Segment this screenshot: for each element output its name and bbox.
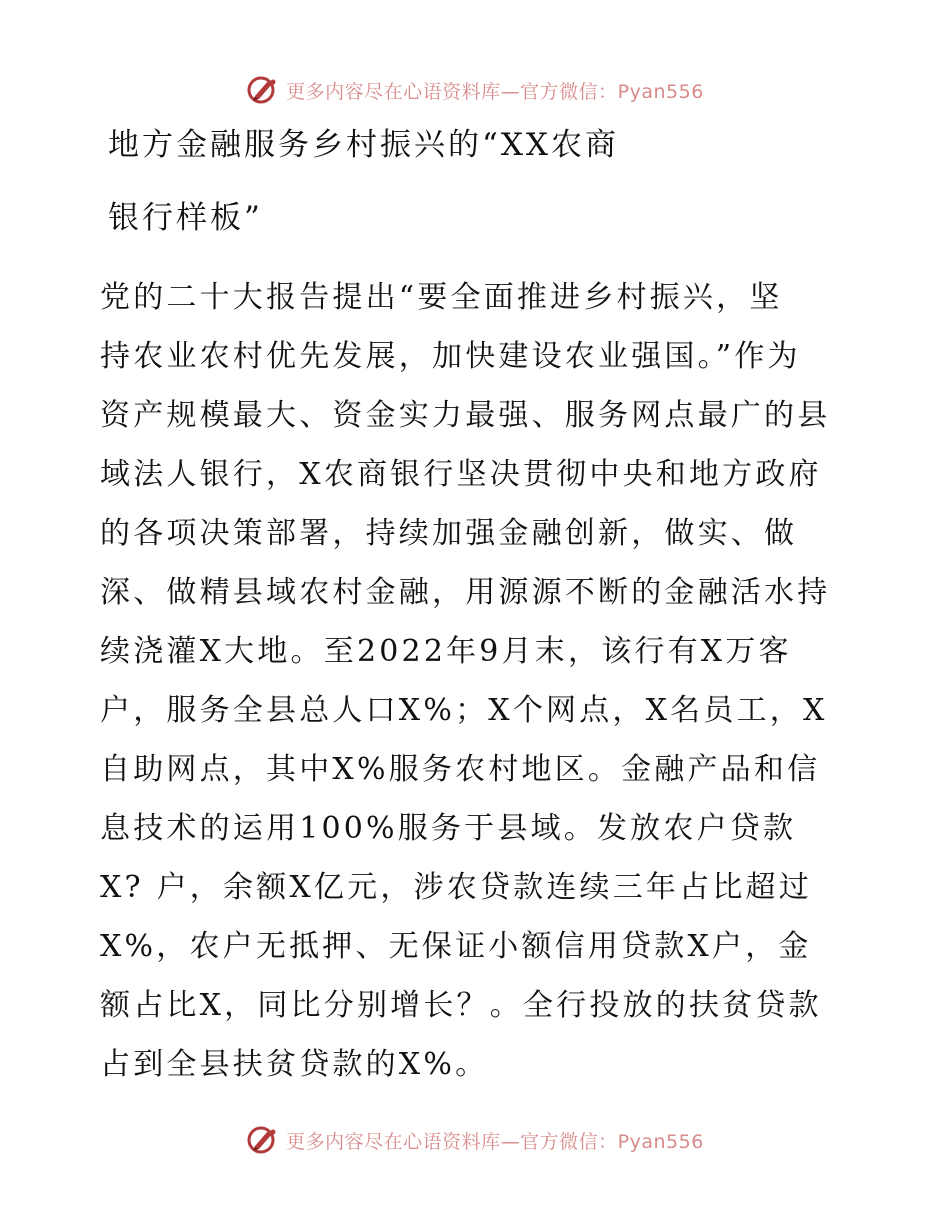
watermark-text: 更多内容尽在心语资料库—官方微信：Pyan556 [286, 1130, 704, 1153]
body-line: 深、做精县域农村金融，用源源不断的金融活水持 [100, 575, 831, 610]
document-title-line-2: 银行样板” [108, 200, 263, 236]
pen-circle-logo-icon [246, 1124, 280, 1156]
pen-circle-logo-icon [246, 74, 280, 106]
header-watermark [0, 74, 950, 106]
body-line: 额占比X，同比分别增长？。全行投放的扶贫贷款 [100, 988, 822, 1023]
body-line: 占到全县扶贫贷款的X%。 [100, 1047, 489, 1082]
document-body [100, 268, 860, 1094]
body-line: 域法人银行，X农商银行坚决贯彻中央和地方政府 [100, 457, 822, 492]
body-line: 户，服务全县总人口X%；X个网点，X名员工，X [100, 693, 828, 728]
body-line: 息技术的运用100%服务于县域。发放农户贷款 [100, 811, 797, 846]
watermark-text: 更多内容尽在心语资料库—官方微信：Pyan556 [286, 80, 704, 103]
body-line: 资产规模最大、资金实力最强、服务网点最广的县 [100, 398, 831, 433]
document-title-line-1: 地方金融服务乡村振兴的“XX农商 [108, 127, 619, 163]
body-line: X? 户，余额X亿元，涉农贷款连续三年占比超过 [100, 870, 812, 905]
body-line: X%，农户无抵押、无保证小额信用贷款X户，金 [100, 929, 812, 964]
body-line: 党的二十大报告提出“要全面推进乡村振兴，坚 [100, 280, 783, 315]
body-line: 的各项决策部署，持续加强金融创新，做实、做 [100, 516, 798, 551]
body-line: 自助网点，其中X%服务农村地区。金融产品和信 [100, 752, 821, 787]
body-line: 续浇灌X大地。至2022年9月末，该行有X万客 [100, 634, 792, 669]
footer-watermark [0, 1124, 950, 1156]
body-line: 持农业农村优先发展，加快建设农业强国。”作为 [100, 339, 801, 374]
